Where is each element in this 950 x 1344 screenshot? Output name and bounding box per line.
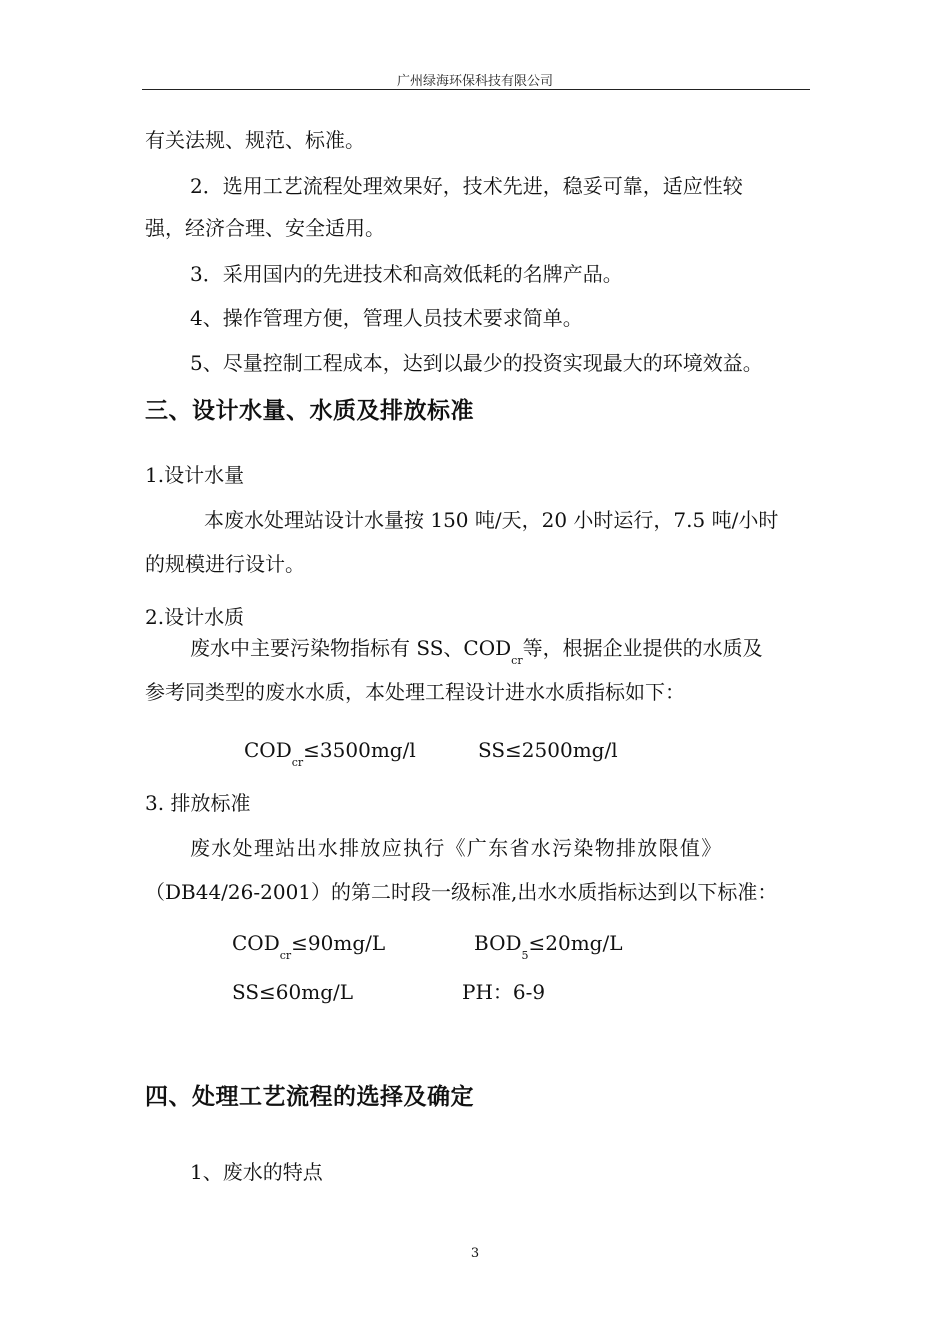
paragraph-line: 5、尽量控制工程成本，达到以最少的投资实现最大的环境效益。 [190, 351, 763, 375]
section-heading: 三、设计水量、水质及排放标准 [145, 398, 474, 424]
paragraph-line: 有关法规、规范、标准。 [145, 128, 365, 152]
paragraph-line: 3．采用国内的先进技术和高效低耗的名牌产品。 [190, 262, 623, 286]
subsection-title: 1.设计水量 [145, 463, 245, 487]
subsection-title: 2.设计水质 [145, 605, 245, 629]
subsection-title: 3. 排放标准 [145, 791, 251, 815]
influent-ss: SS≤2500mg/l [478, 738, 618, 762]
effluent-cod: $COD_{cr}\le 90mg/L$ [232, 931, 386, 962]
header-rule [142, 89, 810, 90]
effluent-ss: SS≤60mg/L [232, 980, 354, 1004]
paragraph-line: 废水中主要污染物指标有 SS、$COD_{cr}$等，根据企业提供的水质及 [190, 636, 763, 667]
paragraph-line: 参考同类型的废水水质，本处理工程设计进水水质指标如下： [145, 680, 685, 704]
paragraph-line: 本废水处理站设计水量按 150 吨/天，20 小时运行，7.5 吨/小时 [204, 508, 779, 532]
effluent-ph: PH：6-9 [462, 980, 546, 1004]
paragraph-line: 2．选用工艺流程处理效果好，技术先进，稳妥可靠，适应性较 [190, 174, 743, 198]
effluent-bod: $BOD_5\le 20mg/L$ [474, 931, 623, 962]
section-heading: 四、处理工艺流程的选择及确定 [145, 1084, 474, 1110]
page-header: 广州绿海环保科技有限公司 [396, 74, 553, 89]
page-number: 3 [470, 1246, 480, 1261]
paragraph-line: （DB44/26-2001）的第二时段一级标准,出水水质指标达到以下标准： [145, 880, 778, 904]
paragraph-line: 废水处理站出水排放应执行《广东省水污染物排放限值》 [190, 836, 723, 860]
subsection-title: 1、废水的特点 [190, 1160, 323, 1184]
paragraph-line: 的规模进行设计。 [145, 552, 305, 576]
influent-cod: $COD_{cr}\le 3500mg/l$ [244, 738, 416, 769]
paragraph-line: 4、操作管理方便，管理人员技术要求简单。 [190, 306, 583, 330]
paragraph-line: 强，经济合理、安全适用。 [145, 216, 385, 240]
